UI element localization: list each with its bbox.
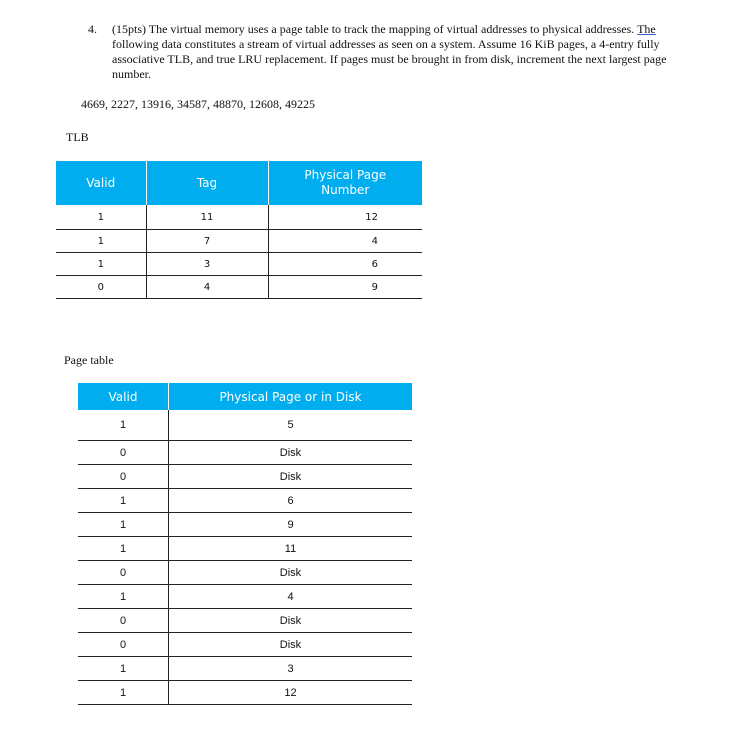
page-table-cell-ppn: Disk [169,465,413,489]
page-table-cell-ppn: 3 [169,657,413,681]
tlb-cell-tag: 11 [146,205,268,230]
tlb-cell-ppn: 12 [268,205,422,230]
tlb-cell-tag: 3 [146,253,268,276]
page-table-cell-valid: 1 [78,681,169,705]
page-table-cell-ppn: 4 [169,585,413,609]
question-number: 4. [88,22,97,36]
page-table-row [78,609,412,633]
tlb-row [56,276,422,299]
page-table-row [78,681,412,705]
tlb-row [56,253,422,276]
tlb-row [56,205,422,230]
page-table-row [78,441,412,465]
page-table [78,383,412,705]
tlb-cell-valid: 0 [56,276,146,299]
page-table-cell-valid: 1 [78,489,169,513]
page-table-cell-ppn: 11 [169,537,413,561]
page-table-cell-valid: 1 [78,657,169,681]
page-table-row [78,657,412,681]
address-stream: 4669, 2227, 13916, 34587, 48870, 12608, 49225 [81,97,315,111]
tlb-cell-ppn: 6 [268,253,422,276]
page-table-cell-valid: 0 [78,609,169,633]
tlb-header-tag: Tag [146,161,268,205]
question-text [112,22,677,82]
question-text-part-1: (15pts) The virtual memory uses a page table to track the mapping of virtual addresses to physical addresses. [112,22,638,36]
tlb-label: TLB [66,130,89,144]
page-table-cell-valid: 0 [78,633,169,657]
page-table-row [78,465,412,489]
page-table-row [78,513,412,537]
page-table-row [78,410,412,441]
tlb-table [56,161,422,299]
page-table-cell-ppn: Disk [169,441,413,465]
page-table-cell-ppn: 12 [169,681,413,705]
page-table-cell-ppn: Disk [169,609,413,633]
tlb-cell-valid: 1 [56,205,146,230]
question-underlined-word: The [637,22,656,36]
page-table-header-valid: Valid [78,383,169,410]
page-table-cell-valid: 1 [78,410,169,441]
tlb-cell-valid: 1 [56,230,146,253]
question-text-part-2: following data constitutes a stream of virtual addresses as seen on a system. Assume 16 KiB pages, a 4-entry fully associative TLB, and true LRU replacement. If pages must be brought in from disk, increment the next largest page number. [112,37,667,81]
tlb-cell-tag: 4 [146,276,268,299]
page-table-cell-valid: 1 [78,513,169,537]
page-table-label: Page table [64,353,114,367]
page-table-cell-ppn: Disk [169,561,413,585]
page-table-cell-ppn: 6 [169,489,413,513]
tlb-header-valid: Valid [56,161,146,205]
tlb-cell-ppn: 4 [268,230,422,253]
page-table-cell-ppn: Disk [169,633,413,657]
tlb-cell-valid: 1 [56,253,146,276]
page-table-row [78,489,412,513]
page-table-cell-valid: 0 [78,561,169,585]
page-table-row [78,585,412,609]
page-table-cell-valid: 1 [78,537,169,561]
page-table-row [78,633,412,657]
page-table-cell-ppn: 5 [169,410,413,441]
page-table-row [78,561,412,585]
tlb-header-ppn: Physical Page Number [268,161,422,205]
tlb-row [56,230,422,253]
page-table-header-row [78,383,412,410]
page-table-cell-valid: 0 [78,441,169,465]
page-table-cell-ppn: 9 [169,513,413,537]
page-table-cell-valid: 1 [78,585,169,609]
tlb-header-row [56,161,422,205]
page-table-header-ppn: Physical Page or in Disk [169,383,413,410]
page-table-row [78,537,412,561]
page-table-cell-valid: 0 [78,465,169,489]
tlb-cell-tag: 7 [146,230,268,253]
tlb-cell-ppn: 9 [268,276,422,299]
